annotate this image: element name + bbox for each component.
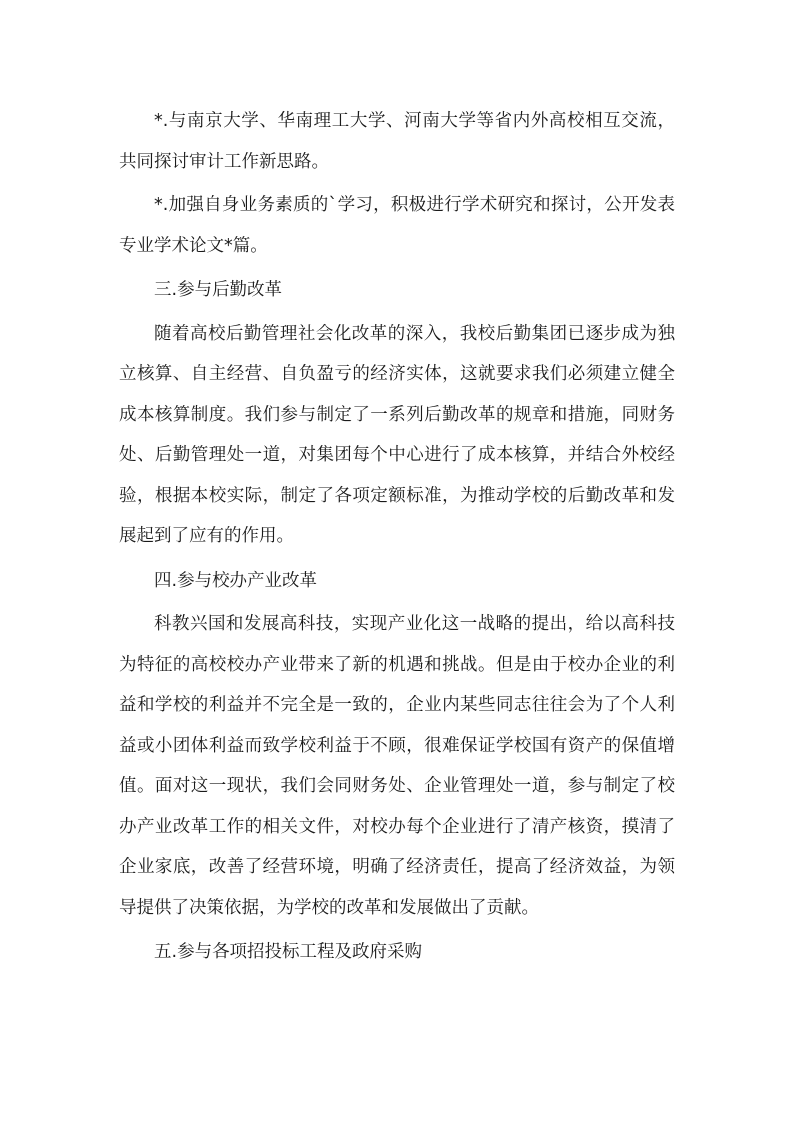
paragraph-logistics-reform: 随着高校后勤管理社会化改革的深入，我校后勤集团已逐步成为独立核算、自主经营、自负盈亏的经济实体，这就要求我们必须建立健全成本核算制度。我们参与制定了一系列后勤改革的规章和措施，同财务处、后勤管理处一道，对集团每个中心进行了成本核算，并结合外校经验，根据本校实际，制定了各项定额标准，为推动学校的后勤改革和发展起到了应有的作用。 (119, 323, 675, 546)
paragraph-exchange: *.与南京大学、华南理工大学、河南大学等省内外高校相互交流，共同探讨审计工作新思路。 (119, 111, 675, 172)
document-body (119, 101, 675, 973)
heading-logistics-reform: 三.参与后勤改革 (154, 280, 283, 300)
heading-bidding-procurement: 五.参与各项招投标工程及政府采购 (154, 942, 423, 962)
paragraph-study: *.加强自身业务素质的`学习，积极进行学术研究和探讨，公开发表专业学术论文*篇。 (119, 195, 675, 256)
heading-school-industry-reform: 四.参与校办产业改革 (154, 570, 318, 591)
paragraph-school-industry-reform: 科教兴国和发展高科技，实现产业化这一战略的提出，给以高科技为特征的高校校办产业带来了新的机遇和挑战。但是由于校办企业的利益和学校的利益并不完全是一致的，企业内某些同志往往会为了个人利益或小团体利益而致学校利益于不顾，很难保证学校国有资产的保值增值。面对这一现状，我们会同财务处、企业管理处一道，参与制定了校办产业改革工作的相关文件，对校办每个企业进行了清产核资，摸清了企业家底，改善了经营环境，明确了经济责任，提高了经济效益，为领导提供了决策依据，为学校的改革和发展做出了贡献。 (119, 614, 675, 918)
